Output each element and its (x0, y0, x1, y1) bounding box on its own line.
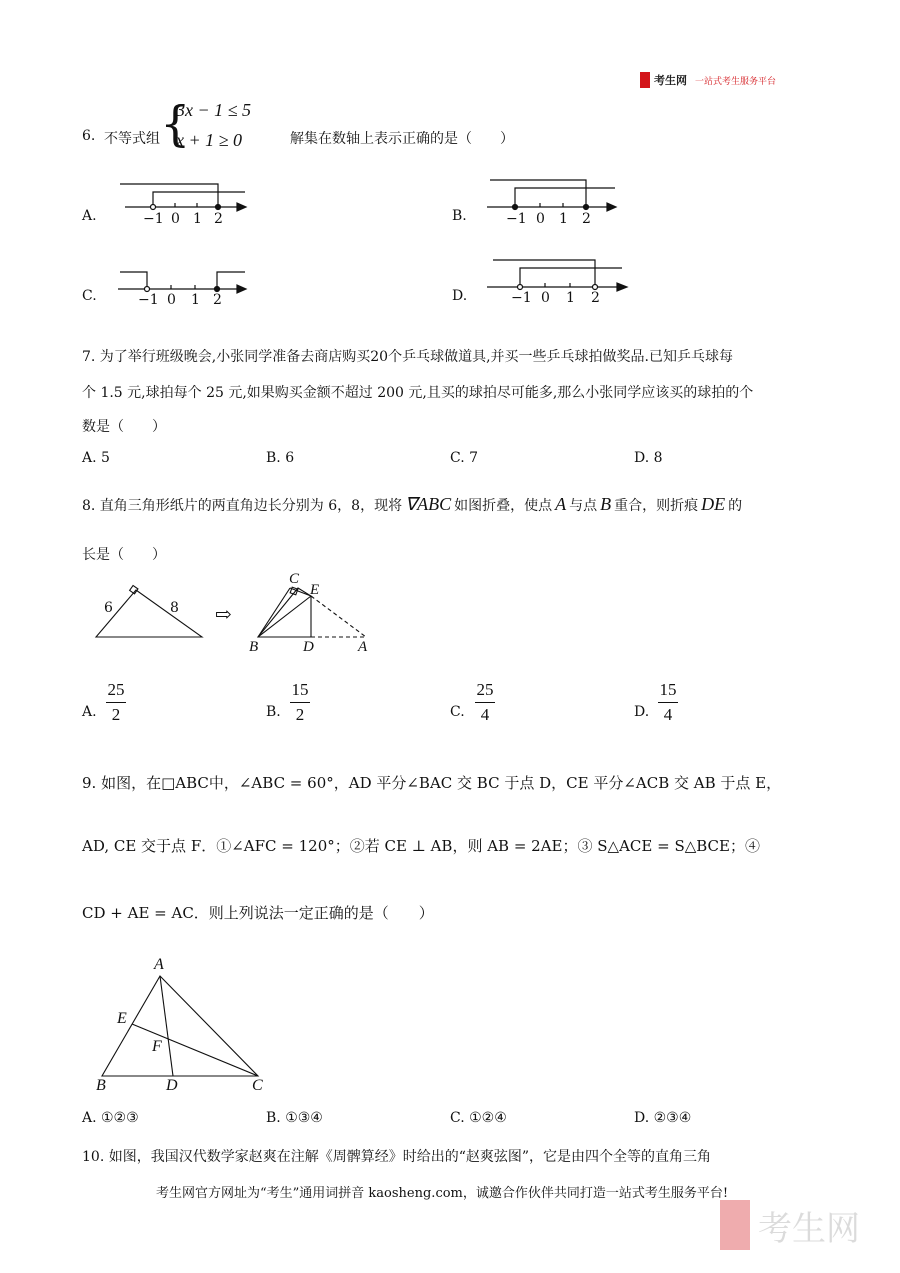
tick-label: 1 (559, 211, 568, 227)
footer-text: 考生网官方网址为“考生”通用词拼音 kaosheng.com，诚邀合作伙伴共同打造一站式考生服务平台! (156, 1186, 729, 1201)
denominator: 4 (663, 705, 673, 724)
fig-label: 6 (104, 600, 113, 616)
fig-label: 8 (170, 600, 179, 616)
q8-line2: 长是（ ） (82, 547, 166, 563)
q7-option-b: B. 6 (266, 450, 295, 466)
q9-option-d: D. ②③④ (634, 1110, 692, 1126)
q9-option-b: B. ①③④ (266, 1110, 323, 1126)
tick-label: 1 (191, 292, 200, 308)
tick-label: 0 (167, 292, 176, 308)
fig-label: E (310, 582, 320, 598)
brace: { (160, 96, 191, 152)
tick-label: −1 (511, 290, 532, 306)
math: DE (701, 494, 726, 514)
q7-line2: 个 1.5 元,球拍每个 25 元,如果购买金额不超过 200 元,且买的球拍尽可能多,那么小张同学应该买的球拍的个 (82, 385, 754, 401)
tick-label: 0 (541, 290, 550, 306)
q7-option-a: A. 5 (82, 450, 110, 466)
fig-label: D (166, 1077, 178, 1094)
q6-option-a-label: A. (82, 208, 97, 224)
fig-label: A (154, 956, 164, 973)
watermark-logo-icon (720, 1200, 750, 1250)
tick-label: 2 (591, 290, 600, 306)
fig-label: C (289, 571, 300, 587)
watermark (720, 1200, 860, 1250)
q6-tail: 解集在数轴上表示正确的是（ ） (290, 131, 514, 147)
q6-ineq2: x + 1 ≥ 0 (176, 130, 243, 150)
tick-label: 2 (582, 211, 591, 227)
q6-option-d-label: D. (452, 288, 468, 304)
text: 如图折叠，使点 (454, 498, 553, 514)
q8-option-d-label: D. (634, 704, 650, 720)
tick-label: 2 (213, 292, 222, 308)
q9-line1: 9. 如图，在□ABC中，∠ABC = 60°，AD 平分∠BAC 交 BC 于点 D，CE 平分∠ACB 交 AB 于点 E， (82, 774, 782, 792)
fig-label: A (358, 639, 368, 655)
fig-label: D (303, 639, 314, 655)
q7-option-d: D. 8 (634, 450, 663, 466)
q8-option-c-label: C. (450, 704, 465, 720)
denominator: 2 (295, 705, 305, 724)
tick-label: −1 (138, 292, 159, 308)
watermark-text: 考生网 (758, 1208, 860, 1249)
numerator: 15 (659, 680, 677, 699)
q6-number: 6. (82, 128, 96, 144)
math: B (600, 494, 612, 514)
text: 8. 直角三角形纸片的两直角边长分别为 6，8，现将 (82, 498, 403, 514)
tick-label: −1 (506, 211, 527, 227)
text: 重合，则折痕 (614, 498, 699, 514)
tick-label: 0 (536, 211, 545, 227)
math: ∇ABC (405, 494, 452, 514)
text: 的 (728, 498, 743, 514)
fig-label: B (96, 1077, 106, 1094)
q6-lead: 不等式组 (104, 131, 160, 147)
tick-label: 1 (193, 211, 202, 227)
numerator: 25 (107, 680, 125, 699)
tick-label: 0 (171, 211, 180, 227)
q9-line2: AD, CE 交于点 F．①∠AFC = 120°；②若 CE ⊥ AB，则 AB = 2AE；③ S△ACE = S△BCE；④ (82, 837, 760, 855)
q7-line3: 数是（ ） (82, 419, 166, 435)
fig-label: B (249, 639, 259, 655)
numerator: 25 (476, 680, 494, 699)
q9-line3: CD + AE = AC．则上列说法一定正确的是（ ） (82, 904, 434, 922)
fig-label: F (152, 1038, 162, 1055)
logo-text: 考生网 (654, 74, 687, 87)
numerator: 15 (291, 680, 309, 699)
tick-label: 1 (566, 290, 575, 306)
q6-option-c-label: C. (82, 288, 97, 304)
q8-option-a-label: A. (82, 704, 97, 720)
fig-label: C (252, 1077, 263, 1094)
q9-option-c: C. ①②④ (450, 1110, 507, 1126)
q7-line1: 7. 为了举行班级晚会,小张同学准备去商店购买20个乒乓球做道具,并买一些乒乓球拍做奖品.已知乒乓球每 (82, 349, 733, 365)
q9-option-a: A. ①②③ (82, 1110, 139, 1126)
tick-label: 2 (214, 211, 223, 227)
denominator: 4 (480, 705, 490, 724)
tick-label: −1 (143, 211, 164, 227)
q6-ineq1: 3x − 1 ≤ 5 (176, 100, 252, 120)
q10-line1: 10. 如图，我国汉代数学家赵爽在注解《周髀算经》时给出的“赵爽弦图”，它是由四个全等的直角三角 (82, 1149, 712, 1165)
text: 与点 (569, 498, 598, 514)
slogan: 一站式考生服务平台 (695, 76, 777, 87)
arrow-icon: ⇨ (215, 602, 232, 626)
q8-option-b-label: B. (266, 704, 281, 720)
denominator: 2 (111, 705, 121, 724)
math: A (555, 494, 567, 514)
q6-option-b-label: B. (452, 208, 467, 224)
fig-label: E (117, 1010, 127, 1027)
q7-option-c: C. 7 (450, 450, 479, 466)
